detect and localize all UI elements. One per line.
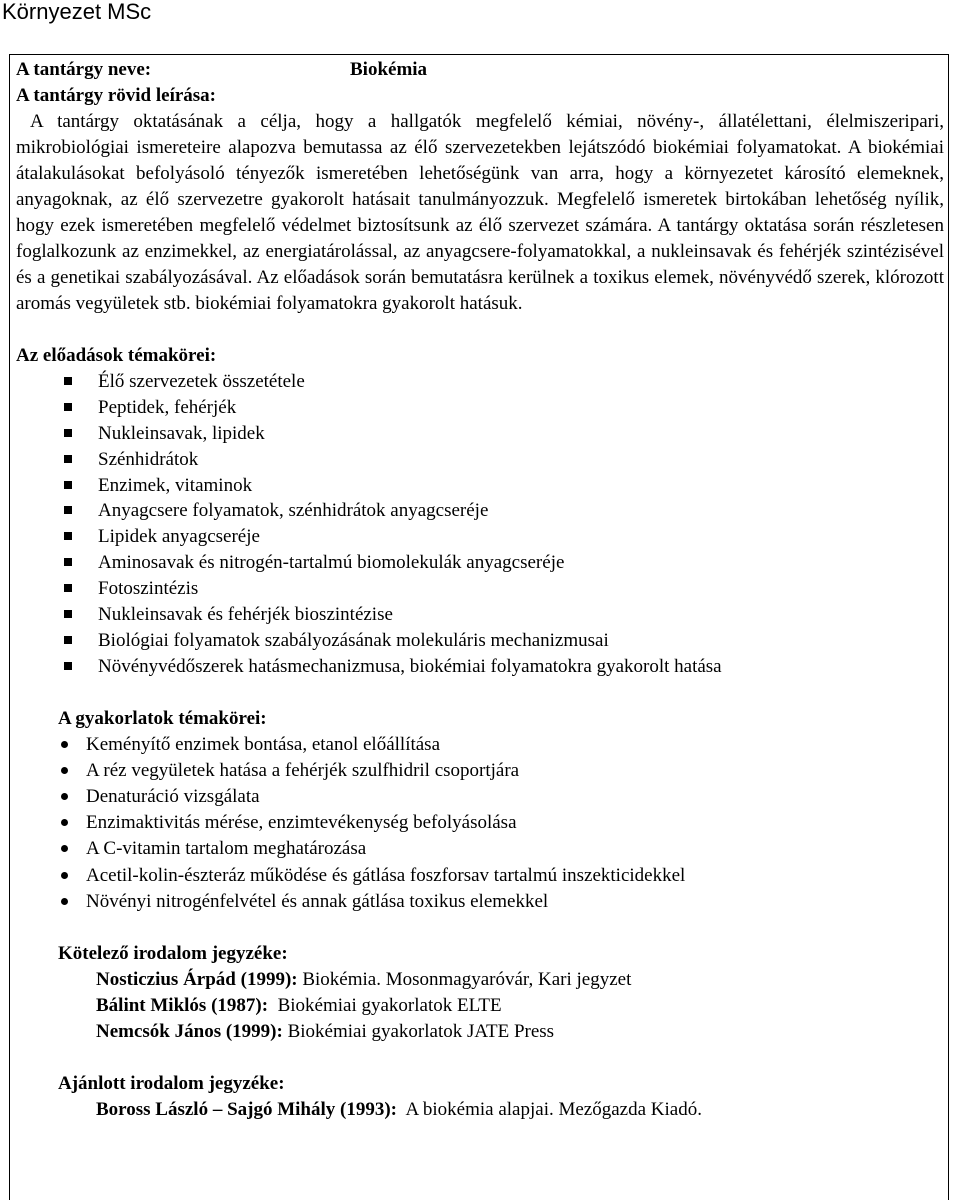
- lectures-title: Az előadások témakörei:: [16, 345, 217, 366]
- subject-name-row: [10, 56, 946, 82]
- list-item: Denaturáció vizsgálata: [10, 784, 946, 810]
- reference-author: Nosticzius Árpád (1999):: [96, 969, 298, 990]
- list-item: Aminosavak és nitrogén-tartalmú biomolekulák anyagcseréje: [10, 550, 946, 576]
- list-item: Szénhidrátok: [10, 447, 946, 473]
- list-item: Növényvédőszerek hatásmechanizmusa, biokémiai folyamatokra gyakorolt hatása: [10, 654, 946, 680]
- required-literature-title: Kötelező irodalom jegyzéke:: [58, 943, 288, 964]
- short-description-label: A tantárgy rövid leírása:: [16, 85, 217, 106]
- list-item: Élő szervezetek összetétele: [10, 369, 946, 395]
- list-item: Lipidek anyagcseréje: [10, 524, 946, 550]
- subject-name-label: A tantárgy neve:: [16, 59, 152, 80]
- list-item: Anyagcsere folyamatok, szénhidrátok anyagcseréje: [10, 498, 946, 524]
- reference-item: [10, 993, 946, 1019]
- practicals-list: [10, 732, 946, 915]
- list-item: Enzimek, vitaminok: [10, 473, 946, 499]
- reference-item: [10, 967, 946, 993]
- reference-author: Boross László – Sajgó Mihály (1993):: [96, 1099, 398, 1120]
- page-title: Környezet MSc: [2, 0, 152, 24]
- list-item: Enzimaktivitás mérése, enzimtevékenység befolyásolása: [10, 810, 946, 836]
- list-item: Peptidek, fehérjék: [10, 395, 946, 421]
- list-item: Biológiai folyamatok szabályozásának molekuláris mechanizmusai: [10, 628, 946, 654]
- reference-work: Biokémia. Mosonmagyaróvár, Kari jegyzet: [297, 969, 632, 990]
- reference-author: Bálint Miklós (1987):: [96, 995, 269, 1016]
- list-item: Acetil-kolin-észteráz működése és gátlása foszforsav tartalmú inszekticidekkel: [10, 863, 946, 889]
- list-item: Fotoszintézis: [10, 576, 946, 602]
- subject-name-value: Biokémia: [350, 59, 428, 80]
- reference-work: Biokémiai gyakorlatok ELTE: [268, 995, 502, 1016]
- reference-item: [10, 1019, 946, 1045]
- course-content: [10, 56, 946, 1123]
- reference-work: A biokémia alapjai. Mezőgazda Kiadó.: [397, 1099, 702, 1120]
- list-item: A C-vitamin tartalom meghatározása: [10, 836, 946, 862]
- reference-author: Nemcsók János (1999):: [96, 1021, 283, 1042]
- reference-work: Biokémiai gyakorlatok JATE Press: [282, 1021, 555, 1042]
- recommended-literature-title: Ajánlott irodalom jegyzéke:: [58, 1073, 285, 1094]
- lectures-list: [10, 369, 946, 680]
- list-item: Keményítő enzimek bontása, etanol előállítása: [10, 732, 946, 758]
- reference-item: [10, 1097, 946, 1123]
- practicals-title: A gyakorlatok témakörei:: [58, 707, 267, 729]
- course-description: A tantárgy oktatásának a célja, hogy a hallgatók megfelelő kémiai, növény-, állatélettani, élelmiszeripari, mikrobiológiai ismereteire alapozva bemutassa az élő szervezetekben lejátszódó biokémiai folyamatokat. A biokémiai átalakulásokat befolyásoló tényezők ismeretében lehetőségünk van arra, hogy a környezetet károsító elemeknek, anyagoknak, az élő szervezetre gyakorolt hatásait tanulmányozzuk. Megfelelő ismeretek birtokában lehetőség nyílik, hogy ezek ismeretében megfelelő védelmet biztosítsunk az élő szervezet számára. A tantárgy oktatása során részletesen foglalkozunk az enzimekkel, az energiatárolással, az anyagcsere-folyamatokkal, a nukleinsavak és fehérjék szintézisével és a genetikai szabályozásával. Az előadások során bemutatásra kerülnek a toxikus elemek, növényvédő szerek, klórozott aromás vegyületek stb. biokémiai folyamatokra gyakorolt hatásuk.: [16, 111, 944, 314]
- list-item: Nukleinsavak, lipidek: [10, 421, 946, 447]
- list-item: Növényi nitrogénfelvétel és annak gátlása toxikus elemekkel: [10, 889, 946, 915]
- list-item: Nukleinsavak és fehérjék bioszintézise: [10, 602, 946, 628]
- list-item: A réz vegyületek hatása a fehérjék szulfhidril csoportjára: [10, 758, 946, 784]
